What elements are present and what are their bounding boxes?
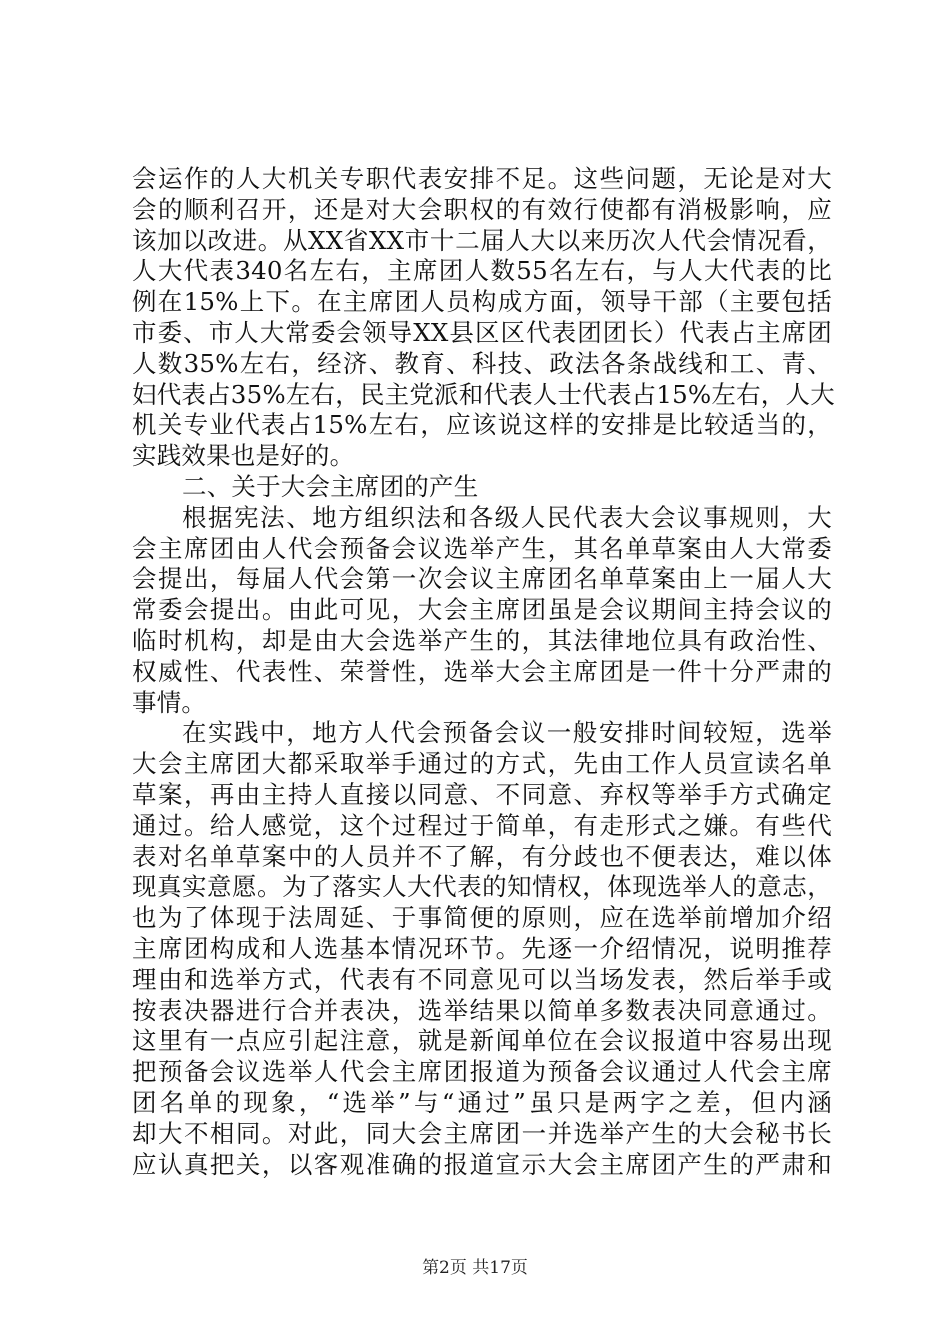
text-line: 事情。 bbox=[132, 687, 207, 717]
text-line: 人大代表340名左右，主席团人数55名左右，与人大代表的比 bbox=[132, 256, 832, 286]
text-line: 表对名单草案中的人员并不了解，有分歧也不便表达，难以体 bbox=[132, 841, 832, 871]
section-heading: 二、关于大会主席团的产生 bbox=[182, 471, 479, 501]
text-line: 这里有一点应引起注意，就是新闻单位在会议报道中容易出现 bbox=[132, 1026, 832, 1056]
text-line: 草案，再由主持人直接以同意、不同意、弃权等举手方式确定 bbox=[132, 779, 832, 809]
text-line: 妇代表占35%左右，民主党派和代表人士代表占15%左右，人大 bbox=[132, 379, 835, 409]
text-line: 大会主席团大都采取举手通过的方式，先由工作人员宣读名单 bbox=[132, 749, 832, 779]
text-line: 也为了体现于法周延、于事简便的原则，应在选举前增加介绍 bbox=[132, 903, 832, 933]
document-body bbox=[132, 164, 835, 1180]
text-line: 却大不相同。对此，同大会主席团一并选举产生的大会秘书长 bbox=[132, 1118, 832, 1148]
text-line: 市委、市人大常委会领导XX县区区代表团团长）代表占主席团 bbox=[132, 317, 832, 347]
text-line: 理由和选举方式，代表有不同意见可以当场发表，然后举手或 bbox=[132, 964, 832, 994]
text-line: 按表决器进行合并表决，选举结果以简单多数表决同意通过。 bbox=[132, 995, 832, 1025]
text-line: 会提出，每届人代会第一次会议主席团名单草案由上一届人大 bbox=[132, 564, 832, 594]
text-line: 现真实意愿。为了落实人大代表的知情权，体现选举人的意志， bbox=[132, 872, 832, 902]
text-line: 通过。给人感觉，这个过程过于简单，有走形式之嫌。有些代 bbox=[132, 810, 832, 840]
text-line: 会运作的人大机关专职代表安排不足。这些问题，无论是对大 bbox=[132, 164, 832, 193]
text-line: 该加以改进。从XX省XX市十二届人大以来历次人代会情况看， bbox=[132, 225, 832, 255]
text-line: 在实践中，地方人代会预备会议一般安排时间较短，选举 bbox=[182, 718, 832, 748]
text-line: 人数35%左右，经济、教育、科技、政法各条战线和工、青、 bbox=[132, 348, 832, 378]
text-line: 会的顺利召开，还是对大会职权的有效行使都有消极影响，应 bbox=[132, 194, 832, 224]
page-number-footer: 第2页 共17页 bbox=[422, 1258, 528, 1278]
text-line: 把预备会议选举人代会主席团报道为预备会议通过人代会主席 bbox=[132, 1057, 832, 1087]
text-line: 权威性、代表性、荣誉性，选举大会主席团是一件十分严肃的 bbox=[132, 656, 832, 686]
text-line: 应认真把关，以客观准确的报道宣示大会主席团产生的严肃和 bbox=[132, 1149, 832, 1179]
text-line: 根据宪法、地方组织法和各级人民代表大会议事规则，大 bbox=[182, 502, 832, 532]
text-line: 实践效果也是好的。 bbox=[132, 441, 355, 471]
text-line: 机关专业代表占15%左右，应该说这样的安排是比较适当的， bbox=[132, 410, 832, 440]
text-line: 会主席团由人代会预备会议选举产生，其名单草案由人大常委 bbox=[132, 533, 832, 563]
text-line: 例在15%上下。在主席团人员构成方面，领导干部（主要包括 bbox=[132, 287, 832, 317]
text-line: 主席团构成和人选基本情况环节。先逐一介绍情况，说明推荐 bbox=[132, 933, 832, 963]
text-line: 团名单的现象，“选举”与“通过”虽只是两字之差，但内涵 bbox=[132, 1087, 832, 1117]
text-line: 常委会提出。由此可见，大会主席团虽是会议期间主持会议的 bbox=[132, 595, 832, 625]
text-line: 临时机构，却是由大会选举产生的，其法律地位具有政治性、 bbox=[132, 625, 832, 655]
